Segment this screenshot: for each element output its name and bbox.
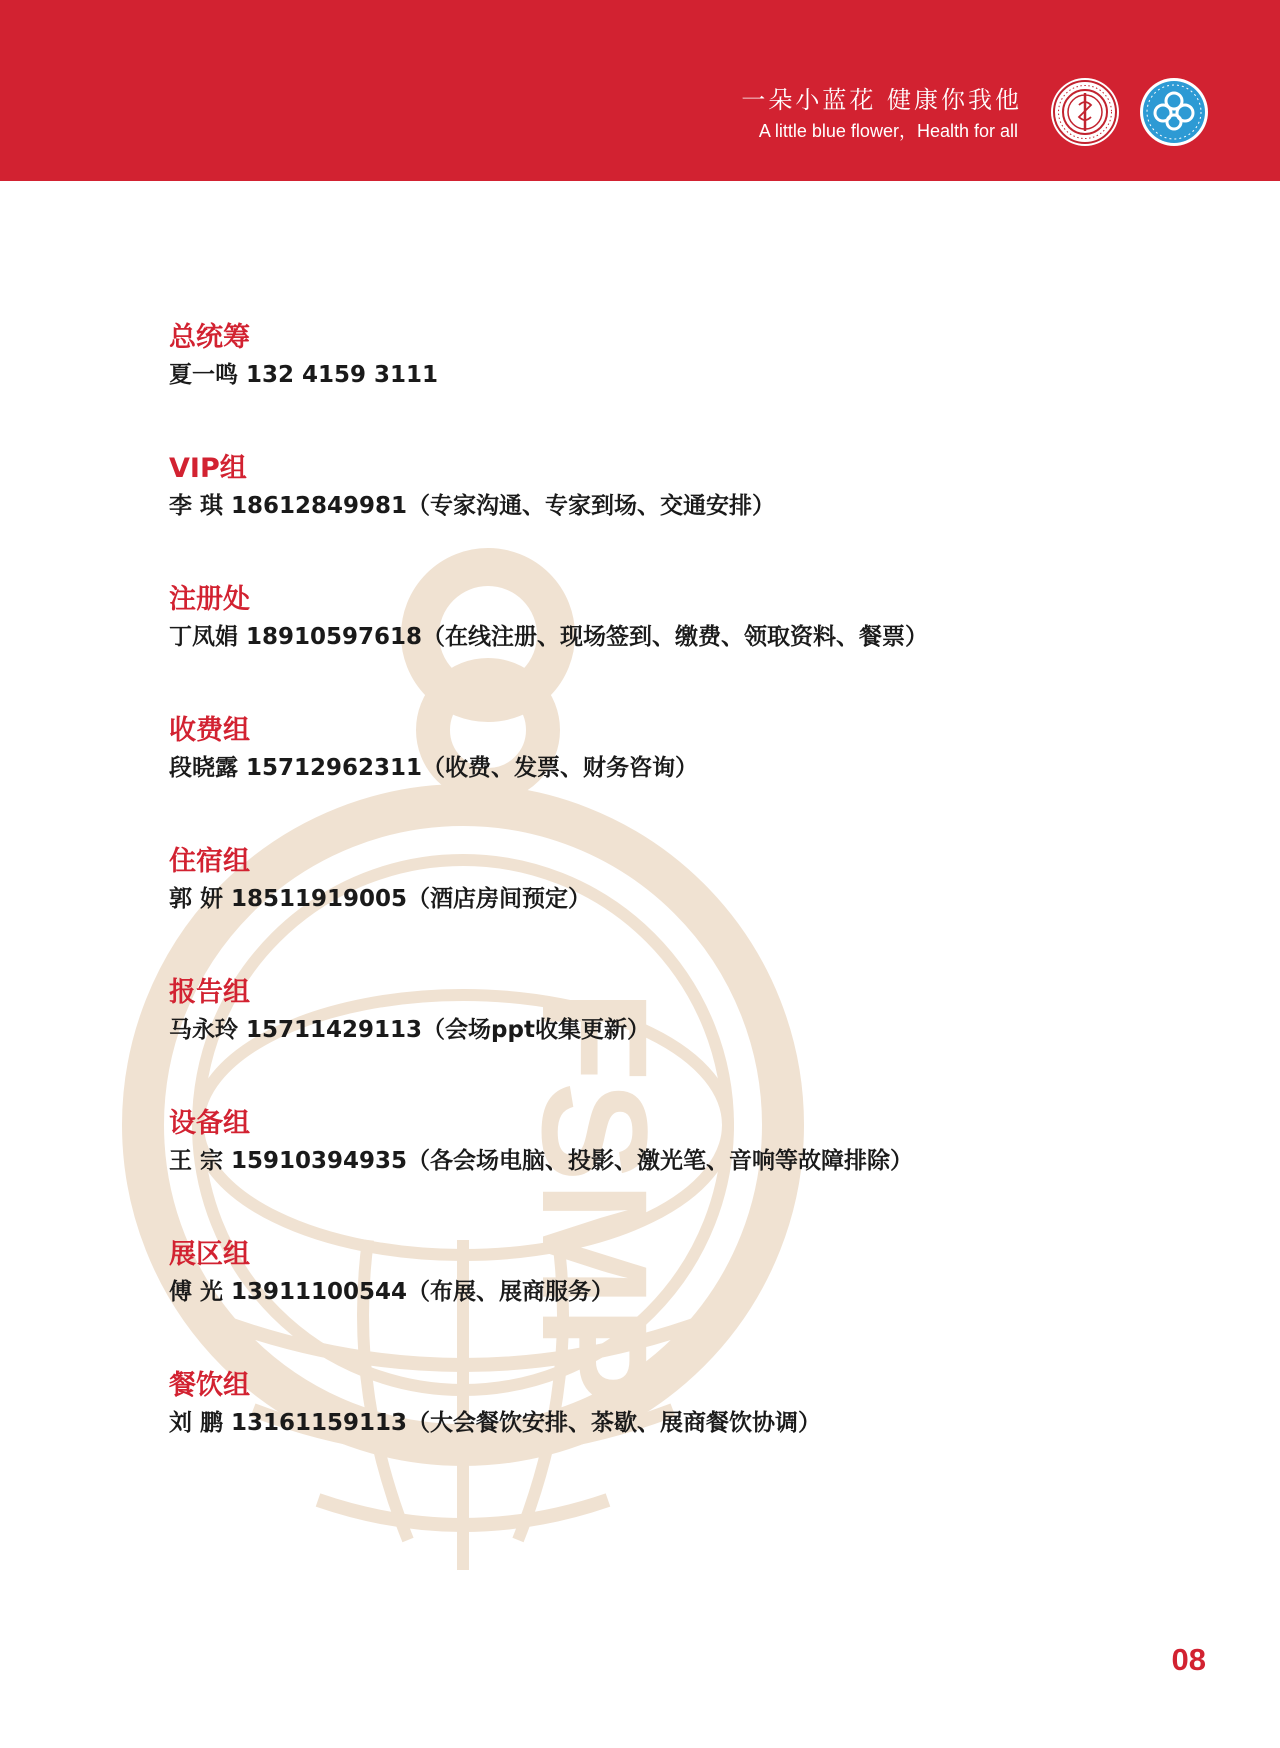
watermark-text: FSMP [511,990,679,1407]
contact-group [169,1104,1169,1235]
group-detail: 夏一鸣 132 4159 3111 [169,362,439,388]
group-title: 总统筹 [169,322,250,353]
group-title: 住宿组 [169,846,250,877]
association-seal-logo [1050,77,1120,147]
group-detail: 段晓露 15712962311（收费、发票、财务咨询） [169,755,699,781]
contact-group [169,973,1169,1104]
slogan-english: A little blue flower，Health for all [758,121,1018,141]
contact-group [169,842,1169,973]
contact-group [169,1235,1169,1366]
contact-list [169,318,1169,1497]
group-detail: 丁凤娟 18910597618（在线注册、现场签到、缴费、领取资料、餐票） [169,624,929,650]
contact-group [169,449,1169,580]
slogan-chinese: 一朵小蓝花 健康你我他 [741,86,1022,114]
group-detail: 刘 鹏 13161159113（大会餐饮安排、茶歇、展商餐饮协调） [169,1410,822,1436]
group-title: 收费组 [169,715,250,746]
header-banner [0,0,1280,181]
group-title: 注册处 [169,584,250,615]
group-detail: 傅 光 13911100544（布展、展商服务） [169,1279,615,1305]
group-title: 展区组 [169,1239,250,1270]
group-title: 报告组 [169,977,250,1008]
group-title: 餐饮组 [169,1370,250,1401]
group-detail: 李 琪 18612849981（专家沟通、专家到场、交通安排） [169,493,776,519]
group-detail: 马永玲 15711429113（会场ppt收集更新） [169,1017,650,1043]
page-number: 08 [1171,1642,1206,1677]
group-title: VIP组 [169,453,247,484]
contact-group [169,1366,1169,1497]
blue-flower-clover-logo [1139,77,1209,147]
contact-group [169,318,1169,449]
group-title: 设备组 [169,1108,250,1139]
group-detail: 王 宗 15910394935（各会场电脑、投影、激光笔、音响等故障排除） [169,1148,914,1174]
contact-group [169,580,1169,711]
group-detail: 郭 妍 18511919005（酒店房间预定） [169,886,592,912]
contact-group [169,711,1169,842]
